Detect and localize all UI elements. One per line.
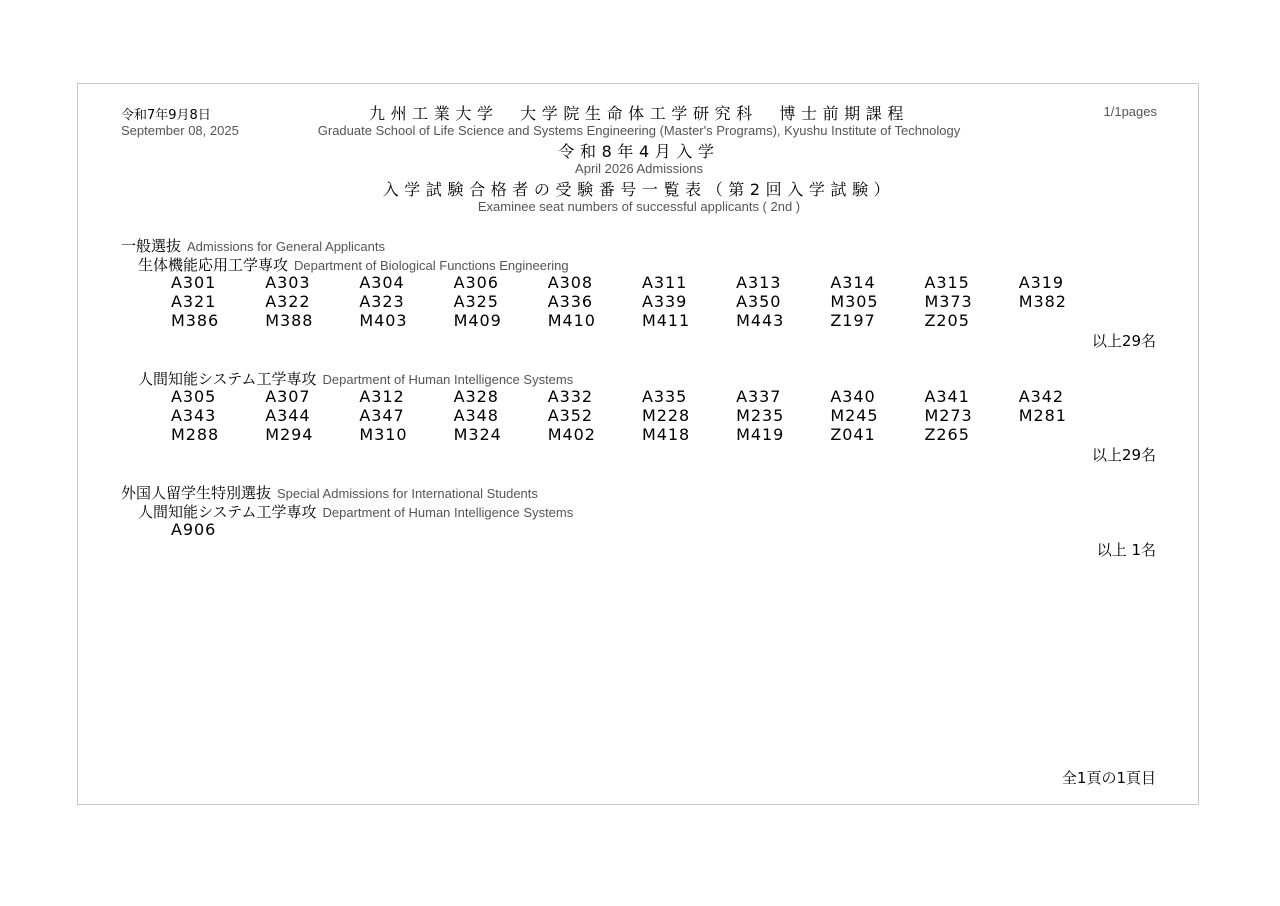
seat-number: M273 — [924, 406, 973, 425]
seat-number: A315 — [924, 273, 970, 292]
seat-number: A308 — [547, 273, 594, 292]
seat-number: M409 — [453, 311, 502, 330]
department-label-ja: 人間知能システム工学専攻 — [138, 503, 317, 521]
seat-number-row — [171, 425, 1113, 444]
seat-number: M411 — [641, 311, 691, 330]
seat-number: A328 — [453, 387, 499, 406]
seat-number: Z197 — [830, 311, 876, 330]
seat-number: A314 — [830, 273, 876, 292]
seat-number-grid — [171, 273, 1113, 330]
department-biological-functions — [138, 254, 569, 275]
seat-number: M305 — [830, 292, 879, 311]
seat-number-row — [171, 292, 1113, 311]
seat-number: M288 — [171, 425, 220, 444]
seat-number: A301 — [171, 273, 217, 292]
category-label-en: Admissions for General Applicants — [187, 239, 385, 254]
department-label-ja: 生体機能応用工学専攻 — [138, 256, 289, 274]
seat-number: M386 — [171, 311, 220, 330]
seat-number: M324 — [453, 425, 502, 444]
seat-number: A319 — [1018, 273, 1065, 292]
seat-number: M402 — [547, 425, 596, 444]
department-label-en: Department of Human Intelligence Systems — [322, 505, 574, 520]
seat-number: A312 — [359, 387, 405, 406]
seat-number: M419 — [736, 425, 785, 444]
department-label-en: Department of Biological Functions Engineering — [294, 258, 569, 273]
department-total: 以上 1名 — [1096, 541, 1156, 559]
seat-number: A303 — [265, 273, 311, 292]
seat-number: M235 — [736, 406, 785, 425]
category-general — [121, 235, 385, 256]
list-title-en: Examinee seat numbers of successful applicants ( 2nd ) — [477, 199, 801, 214]
seat-number-row — [171, 387, 1113, 406]
document-page — [77, 83, 1199, 805]
university-title-ja: 九州工業大学 大学院生命体工学研究科 博士前期課程 — [368, 104, 909, 123]
university-title-en: Graduate School of Life Science and Systems Engineering (Master's Programs), Kyushu Institute of Technology — [317, 123, 961, 138]
department-label-ja: 人間知能システム工学専攻 — [138, 370, 317, 388]
seat-number: M228 — [641, 406, 691, 425]
seat-number: A906 — [171, 520, 217, 539]
seat-number: M382 — [1018, 292, 1067, 311]
seat-number: M418 — [641, 425, 691, 444]
seat-number: M443 — [736, 311, 785, 330]
department-total: 以上29名 — [1091, 446, 1156, 464]
seat-number: A340 — [830, 387, 876, 406]
page-count: 全1頁の1頁目 — [1061, 769, 1156, 787]
seat-number: A322 — [265, 292, 311, 311]
seat-number-row — [171, 311, 1113, 330]
admission-term-en: April 2026 Admissions — [575, 161, 703, 176]
seat-number: M294 — [265, 425, 314, 444]
department-label-en: Department of Human Intelligence Systems — [322, 372, 574, 387]
seat-number: A325 — [453, 292, 499, 311]
seat-number-row — [171, 273, 1113, 292]
seat-number: A304 — [359, 273, 405, 292]
category-label-ja: 一般選抜 — [121, 237, 182, 255]
seat-number: A337 — [736, 387, 782, 406]
category-label-ja: 外国人留学生特別選抜 — [121, 484, 272, 502]
seat-number: Z041 — [830, 425, 876, 444]
seat-number: A306 — [453, 273, 499, 292]
seat-number: A344 — [265, 406, 311, 425]
seat-number: A339 — [641, 292, 688, 311]
seat-number-row — [171, 520, 265, 539]
admission-term-ja: 令和8年4月入学 — [558, 142, 720, 161]
seat-number: A347 — [359, 406, 405, 425]
department-human-intelligence-intl — [138, 501, 573, 522]
seat-number: A332 — [547, 387, 594, 406]
seat-number: M281 — [1018, 406, 1067, 425]
seat-number: A321 — [171, 292, 217, 311]
page-indicator: 1/1pages — [1103, 104, 1157, 119]
seat-number: A311 — [641, 273, 688, 292]
seat-number: M373 — [924, 292, 973, 311]
seat-number-grid — [171, 520, 265, 539]
seat-number-grid — [171, 387, 1113, 444]
issue-date-ja: 令和7年9月8日 — [121, 108, 211, 123]
list-title-ja: 入学試験合格者の受験番号一覧表（第2回入学試験） — [382, 180, 896, 199]
seat-number: A343 — [171, 406, 217, 425]
department-total: 以上29名 — [1091, 332, 1156, 350]
seat-number: M245 — [830, 406, 879, 425]
seat-number: A348 — [453, 406, 499, 425]
seat-number: A323 — [359, 292, 405, 311]
seat-number: A350 — [736, 292, 782, 311]
seat-number: M403 — [359, 311, 408, 330]
seat-number-row — [171, 406, 1113, 425]
seat-number: A305 — [171, 387, 217, 406]
seat-number: A307 — [265, 387, 311, 406]
seat-number: Z265 — [924, 425, 970, 444]
seat-number: M310 — [359, 425, 408, 444]
department-human-intelligence — [138, 368, 573, 389]
seat-number: M388 — [265, 311, 314, 330]
seat-number: A335 — [641, 387, 688, 406]
category-international — [121, 482, 538, 503]
seat-number: A352 — [547, 406, 594, 425]
seat-number: Z205 — [924, 311, 970, 330]
seat-number: A341 — [924, 387, 970, 406]
seat-number: A336 — [547, 292, 594, 311]
category-label-en: Special Admissions for International Students — [277, 486, 538, 501]
issue-date-en: September 08, 2025 — [121, 123, 239, 138]
seat-number: A342 — [1018, 387, 1065, 406]
seat-number: A313 — [736, 273, 782, 292]
seat-number: M410 — [547, 311, 596, 330]
